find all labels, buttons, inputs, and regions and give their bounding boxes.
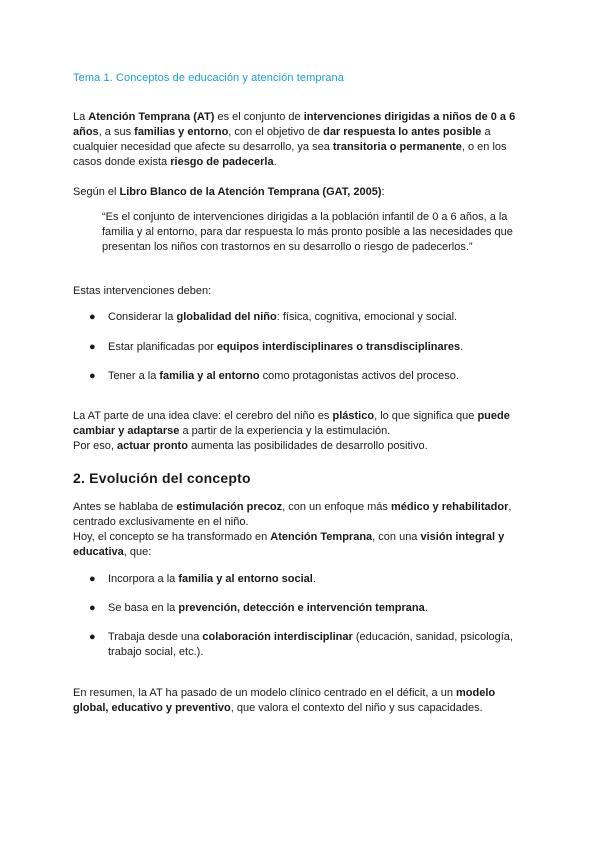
emphasis-text: Libro Blanco de la Atención Temprana (GAT, 2005) [119,186,382,198]
bullet-icon: ● [89,573,96,585]
emphasis-text: modelo global, educativo y preventivo [73,687,496,714]
today-paragraph [73,530,528,560]
text-run: : física, cognitiva, emocional y social. [276,311,458,323]
definition-quote: “Es el conjunto de intervenciones dirigidas a la población infantil de 0 a 6 años, a la familia y al entorno, para dar respuesta lo más pronto posible a las necesidades que presentan los niños con trastornos en su desarrollo o riesgo de padecerlos.” [102,211,513,253]
text-run: , con un enfoque más [282,501,391,513]
text-run: aumenta las posibilidades de desarrollo positivo. [187,440,428,452]
list-item-text [108,601,529,616]
list-item [89,340,529,355]
emphasis-text: globalidad del niño [176,311,277,323]
text-run: Estar planificadas por [108,341,217,353]
text-run: Incorpora a la [108,573,179,585]
emphasis-text: médico y rehabilitador [390,501,509,513]
text-run: , a sus [98,126,135,138]
emphasis-text: intervenciones dirigidas a niños de 0 a 6 años [73,111,516,138]
act-early-paragraph [73,439,528,454]
text-run: Tener a la [108,370,160,382]
text-run: . [460,341,464,353]
text-run: : [381,186,385,198]
text-run: . [312,573,316,585]
before-paragraph [73,500,528,530]
text-run: En resumen, la AT ha pasado de un modelo clínico centrado en el déficit, a un [73,687,457,699]
emphasis-text: actuar pronto [117,440,188,452]
emphasis-text: familia y al entorno [159,370,260,382]
emphasis-text: visión integral y educativa [73,531,505,558]
text-run: es el conjunto de [214,111,304,123]
bullet-icon: ● [89,602,96,614]
text-run: , lo que significa que [374,410,478,422]
emphasis-text: dar respuesta lo antes posible [323,126,482,138]
list-item-text [108,340,529,355]
text-run: Considerar la [108,311,177,323]
text-run: Hoy, el concepto se ha transformado en [73,531,271,543]
emphasis-text: prevención, detección e intervención temprana [178,602,425,614]
text-run: , o en los casos donde exista [73,141,507,168]
text-run: La AT parte de una idea clave: el cerebro del niño es [73,410,333,422]
bullet-icon: ● [89,370,96,382]
emphasis-text: riesgo de padecerla [170,156,274,168]
bullet-icon: ● [89,341,96,353]
section-2-heading: 2. Evolución del concepto [73,470,251,486]
text-run: . [273,156,277,168]
list-item-text [108,630,529,660]
list-item [89,572,529,587]
list-item-text [108,369,529,384]
text-run: La [73,111,89,123]
text-run: , centrado exclusivamente en el niño. [73,501,512,528]
emphasis-text: colaboración interdisciplinar [202,631,353,643]
emphasis-text: familia y al entorno social [178,573,313,585]
emphasis-text: equipos interdisciplinares o transdisciplinares [216,341,461,353]
bullet-icon: ● [89,311,96,323]
emphasis-text: transitoria o permanente [332,141,462,153]
text-run: Antes se hablaba de [73,501,177,513]
list-item [89,630,529,660]
list-item [89,369,529,384]
text-run: , que: [123,546,152,558]
interventions-intro: Estas intervenciones deben: [73,285,212,297]
brain-plasticity-paragraph [73,409,528,439]
emphasis-text: estimulación precoz [176,501,283,513]
list-item-text [108,572,529,587]
text-run: a cualquier necesidad que afecte su desarrollo, ya sea [73,126,491,153]
text-run: Según el [73,186,120,198]
text-run: . [424,602,428,614]
text-run: Por eso, [73,440,118,452]
emphasis-text: familias y entorno [134,126,229,138]
intro-paragraph [73,110,528,170]
text-run: como protagonistas activos del proceso. [259,370,459,382]
topic-title: Tema 1. Conceptos de educación y atención temprana [73,72,344,84]
text-run: Trabaja desde una [108,631,203,643]
emphasis-text: puede cambiar y adaptarse [73,410,510,437]
emphasis-text: Atención Temprana (AT) [88,111,215,123]
text-run: , que valora el contexto del niño y sus capacidades. [230,702,483,714]
emphasis-text: plástico [332,410,375,422]
libro-blanco-reference [73,185,528,200]
bullet-icon: ● [89,631,96,643]
summary-paragraph [73,686,528,716]
text-run: , con una [372,531,421,543]
text-run: (educación, sanidad, psicología, trabajo social, etc.). [108,631,513,658]
list-item [89,601,529,616]
text-run: a partir de la experiencia y la estimulación. [179,425,391,437]
list-item-text [108,310,529,325]
text-run: , con el objetivo de [228,126,324,138]
list-item [89,310,529,325]
emphasis-text: Atención Temprana [270,531,373,543]
text-run: Se basa en la [108,602,179,614]
